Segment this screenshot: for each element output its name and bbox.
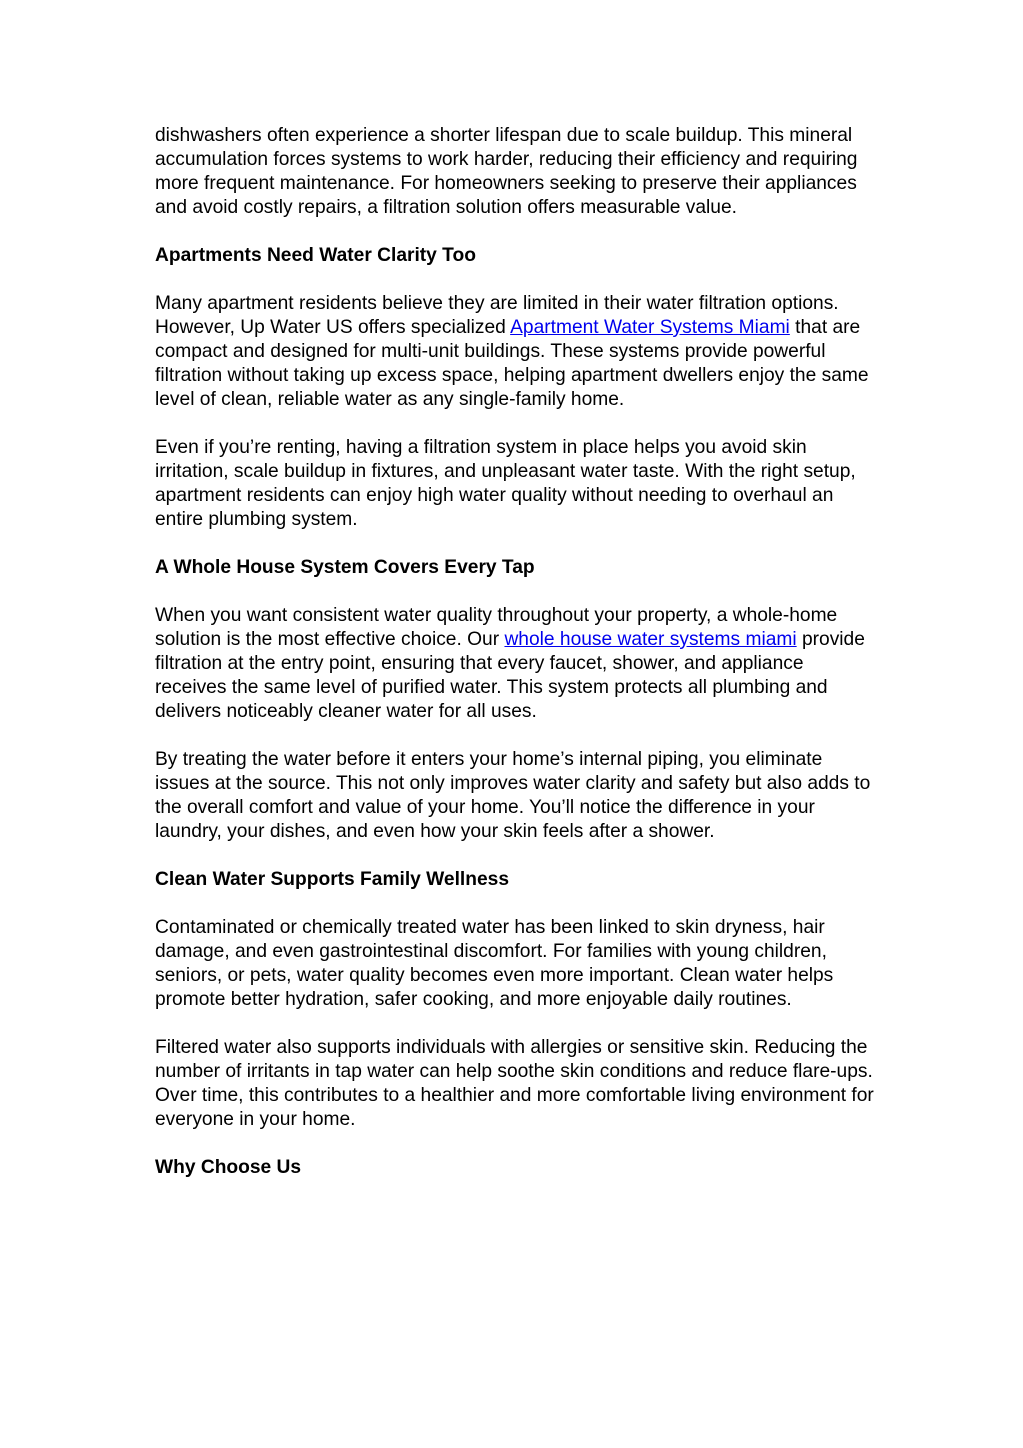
paragraph-text: Even if you’re renting, having a filtration system in place helps you avoid skin irritation, scale buildup in fixtures, and unpleasant water taste. With the right setup, apartment residents can enjoy high water quality without needing to overhaul an entire plumbing system. <box>155 437 856 530</box>
paragraph-text-after: that are compact and designed for multi-unit buildings. These systems provide powerful filtration without taking up excess space, helping apartment dwellers enjoy the same level of clean, reliable water as any single-family home. <box>155 317 869 410</box>
paragraph-renting <box>155 436 875 532</box>
paragraph-appliance-lifespan <box>155 124 875 220</box>
paragraph-text: Contaminated or chemically treated water has been linked to skin dryness, hair damage, and even gastrointestinal discomfort. For families with young children, seniors, or pets, water quality becomes even more important. Clean water helps promote better hydration, safer cooking, and more enjoyable daily routines. <box>155 917 834 1010</box>
heading-apartments: Apartments Need Water Clarity Too <box>155 245 476 266</box>
paragraph-apartment-options <box>155 292 875 412</box>
apartment-water-systems-link[interactable]: Apartment Water Systems Miami <box>510 317 790 338</box>
paragraph-treating-water <box>155 748 875 844</box>
paragraph-text: dishwashers often experience a shorter lifespan due to scale buildup. This mineral accumulation forces systems to work harder, reducing their efficiency and requiring more frequent maintenance. For homeowners seeking to preserve their appliances and avoid costly repairs, a filtration solution offers measurable value. <box>155 125 858 218</box>
paragraph-whole-home-solution <box>155 604 875 724</box>
paragraph-text-before: Many apartment residents believe they are limited in their water filtration options. However, Up Water US offers specialized <box>155 293 839 338</box>
paragraph-contaminated-water <box>155 916 875 1012</box>
paragraph-text-after: provide filtration at the entry point, ensuring that every faucet, shower, and appliance receives the same level of purified water. This system protects all plumbing and delivers noticeably cleaner water for all uses. <box>155 629 865 722</box>
whole-house-water-systems-link[interactable]: whole house water systems miami <box>504 629 797 650</box>
paragraph-text: Filtered water also supports individuals with allergies or sensitive skin. Reducing the number of irritants in tap water can help soothe skin conditions and reduce flare-ups. Over time, this contributes to a healthier and more comfortable living environment for everyone in your home. <box>155 1037 874 1130</box>
heading-why-choose-us: Why Choose Us <box>155 1157 302 1178</box>
document-page <box>155 124 875 1204</box>
paragraph-text: By treating the water before it enters your home’s internal piping, you eliminate issues at the source. This not only improves water clarity and safety but also adds to the overall comfort and value of your home. You’ll notice the difference in your laundry, your dishes, and even how your skin feels after a shower. <box>155 749 871 842</box>
heading-family-wellness: Clean Water Supports Family Wellness <box>155 869 509 890</box>
heading-whole-house: A Whole House System Covers Every Tap <box>155 557 535 578</box>
paragraph-text-before: When you want consistent water quality throughout your property, a whole-home solution is the most effective choice. Our <box>155 605 838 650</box>
paragraph-filtered-water <box>155 1036 875 1132</box>
